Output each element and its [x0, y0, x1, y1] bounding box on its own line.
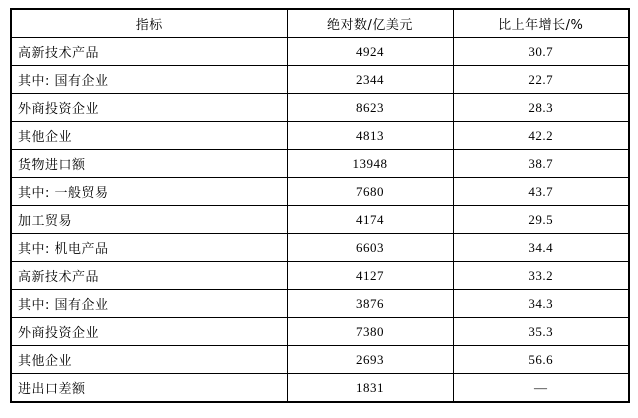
column-header-growth: 比上年增长/% — [453, 9, 629, 38]
row-growth-value: — — [453, 374, 629, 403]
row-growth-value: 38.7 — [453, 150, 629, 178]
table-header — [11, 9, 629, 38]
row-label: 外商投资企业 — [11, 94, 287, 122]
table-row — [11, 94, 629, 122]
row-absolute-value: 4924 — [287, 38, 453, 66]
row-absolute-value: 1831 — [287, 374, 453, 403]
table-row — [11, 318, 629, 346]
row-absolute-value: 7680 — [287, 178, 453, 206]
table-row — [11, 262, 629, 290]
row-label: 其中: 一般贸易 — [11, 178, 287, 206]
row-label: 其他企业 — [11, 122, 287, 150]
row-absolute-value: 4813 — [287, 122, 453, 150]
table-row — [11, 346, 629, 374]
table-row — [11, 122, 629, 150]
row-absolute-value: 4174 — [287, 206, 453, 234]
row-growth-value: 28.3 — [453, 94, 629, 122]
table-row — [11, 38, 629, 66]
row-label: 进出口差额 — [11, 374, 287, 403]
row-label: 高新技术产品 — [11, 262, 287, 290]
table-row — [11, 234, 629, 262]
row-growth-value: 35.3 — [453, 318, 629, 346]
row-growth-value: 33.2 — [453, 262, 629, 290]
row-absolute-value: 2693 — [287, 346, 453, 374]
row-growth-value: 22.7 — [453, 66, 629, 94]
row-growth-value: 34.4 — [453, 234, 629, 262]
row-label: 外商投资企业 — [11, 318, 287, 346]
row-label: 加工贸易 — [11, 206, 287, 234]
table-row — [11, 150, 629, 178]
row-absolute-value: 4127 — [287, 262, 453, 290]
row-growth-value: 30.7 — [453, 38, 629, 66]
statistics-table — [10, 8, 630, 403]
row-growth-value: 29.5 — [453, 206, 629, 234]
table-header-row — [11, 9, 629, 38]
table-row — [11, 206, 629, 234]
row-absolute-value: 8623 — [287, 94, 453, 122]
row-label: 其中: 国有企业 — [11, 290, 287, 318]
row-label: 其中: 国有企业 — [11, 66, 287, 94]
table-body — [11, 38, 629, 403]
row-label: 其中: 机电产品 — [11, 234, 287, 262]
row-growth-value: 43.7 — [453, 178, 629, 206]
row-absolute-value: 6603 — [287, 234, 453, 262]
row-absolute-value: 3876 — [287, 290, 453, 318]
row-growth-value: 56.6 — [453, 346, 629, 374]
row-growth-value: 34.3 — [453, 290, 629, 318]
row-absolute-value: 2344 — [287, 66, 453, 94]
table-row — [11, 66, 629, 94]
column-header-absolute: 绝对数/亿美元 — [287, 9, 453, 38]
row-absolute-value: 7380 — [287, 318, 453, 346]
row-growth-value: 42.2 — [453, 122, 629, 150]
row-label: 货物进口额 — [11, 150, 287, 178]
row-label: 高新技术产品 — [11, 38, 287, 66]
row-label: 其他企业 — [11, 346, 287, 374]
table-row — [11, 290, 629, 318]
table-row — [11, 374, 629, 403]
table-row — [11, 178, 629, 206]
row-absolute-value: 13948 — [287, 150, 453, 178]
column-header-indicator: 指标 — [11, 9, 287, 38]
